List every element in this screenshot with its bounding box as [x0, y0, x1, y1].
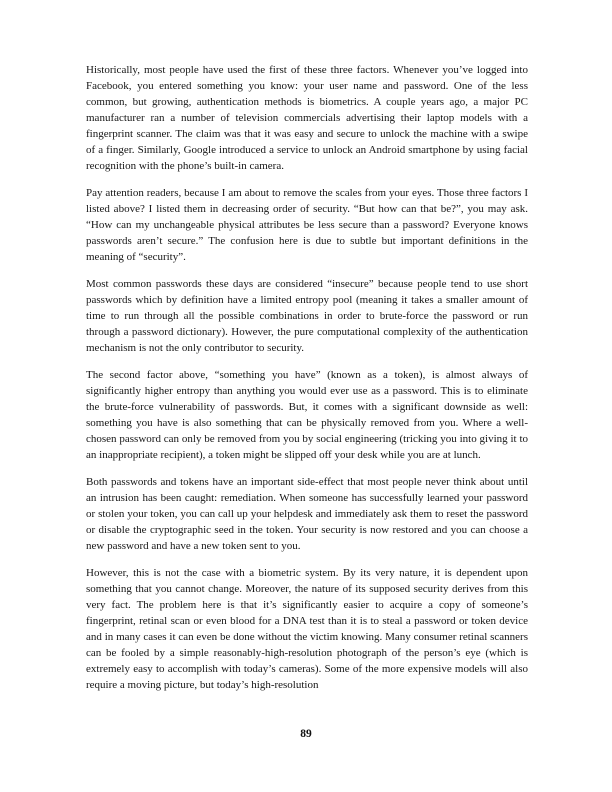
paragraph: Most common passwords these days are considered “insecure” because people tend to use short passwords which by definition have a limited entropy pool (meaning it takes a smaller amount of time to run through all the possible combinations in order to brute-force the password or run through a password dictionary). However, the pure computational complexity of the authentication mechanism is not the only contributor to security.	[86, 278, 528, 354]
paragraph: The second factor above, “something you have” (known as a token), is almost always of significantly higher entropy than anything you would ever use as a password. This is to eliminate the brute-force vulnerability of passwords. But, it comes with a significant downside as well: something you have is also something that can be physically removed from you. Where a well-chosen password can only be removed from you by social engineering (tricking you into giving it to an inappropriate recipient), a token might be slipped off your desk while you are at lunch.	[86, 369, 528, 461]
paragraph: However, this is not the case with a biometric system. By its very nature, it is dependent upon something that you cannot change. Moreover, the nature of its supposed security derives from this very fact. The problem here is that it’s significantly easier to acquire a copy of someone’s fingerprint, retinal scan or even blood for a DNA test than it is to steal a password or token device and in many cases it can even be done without the victim knowing. Many consumer retinal scanners can be fooled by a simple reasonably-high-resolution photograph of the person’s eye (which is extremely easy to accomplish with today’s cameras). Some of the more expensive models will also require a moving picture, but today’s high-resolution	[86, 567, 528, 691]
paragraph: Pay attention readers, because I am about to remove the scales from your eyes. Those three factors I listed above? I listed them in decreasing order of security. “But how can that be?”, you may ask. “How can my unchangeable physical attributes be less secure than a password? Everyone knows passwords aren’t secure.” The confusion here is due to subtle but important definitions in the meaning of “security”.	[86, 187, 528, 263]
page-body-text	[86, 62, 528, 704]
page-number: 89	[300, 728, 312, 740]
paragraph: Both passwords and tokens have an important side-effect that most people never think about until an intrusion has been caught: remediation. When someone has successfully learned your password or stolen your token, you can call up your helpdesk and immediately ask them to reset the password or disable the cryptographic seed in the token. Your security is now restored and you can choose a new password and have a new token sent to you.	[86, 476, 528, 552]
paragraph: Historically, most people have used the first of these three factors. Whenever you’ve logged into Facebook, you entered something you know: your user name and password. One of the less common, but growing, authentication methods is biometrics. A couple years ago, a major PC manufacturer ran a number of television commercials advertising their laptop models with a fingerprint scanner. The claim was that it was easy and secure to unlock the machine with a swipe of a finger. Similarly, Google introduced a service to unlock an Android smartphone by using facial recognition with the phone’s built-in camera.	[86, 64, 528, 172]
